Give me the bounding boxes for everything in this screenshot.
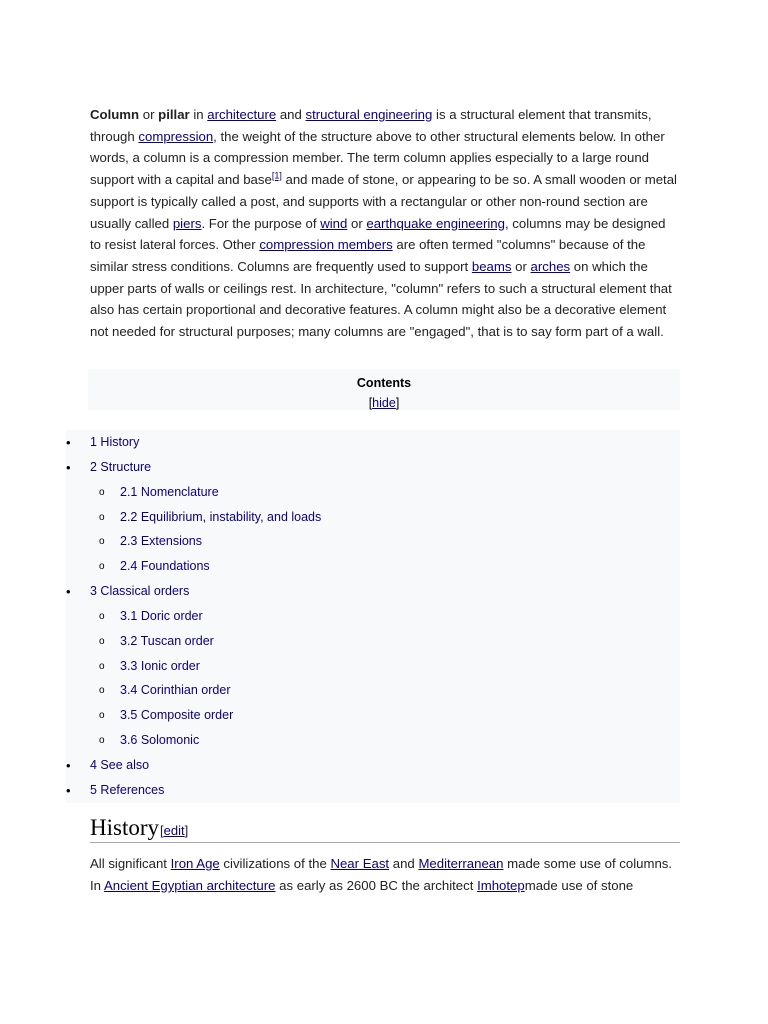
toc-toggle <box>88 396 680 410</box>
term-column: Column <box>90 107 140 122</box>
bracket: ] <box>395 396 400 410</box>
history-text: All significant <box>90 856 171 871</box>
toc-link[interactable]: 3.6 Solomonic <box>120 733 200 748</box>
link-arches[interactable]: arches <box>530 258 571 274</box>
term-pillar: pillar <box>158 107 190 122</box>
intro-text: or <box>139 107 159 122</box>
bullet-icon: • <box>66 435 71 450</box>
link-compression[interactable]: compression <box>138 128 214 144</box>
circle-bullet-icon: o <box>99 710 105 722</box>
toc-hide-link[interactable]: hide <box>372 396 396 410</box>
intro-text: are often termed "columns" because of the similar stress conditions. Columns are frequently used to support <box>90 237 646 274</box>
toc-item-history <box>66 430 680 455</box>
circle-bullet-icon: o <box>99 536 105 548</box>
link-compression-members[interactable]: compression members <box>259 237 393 253</box>
link-structural-engineering[interactable]: structural engineering <box>305 107 433 122</box>
toc-link[interactable]: 3.2 Tuscan order <box>120 633 214 648</box>
toc-item-tuscan <box>66 629 680 654</box>
intro-text: in <box>189 107 208 122</box>
bracket: [ <box>160 823 164 838</box>
edit-link[interactable]: edit <box>163 823 185 838</box>
toc-item-ionic <box>66 654 680 679</box>
toc-item-extensions <box>66 529 680 554</box>
intro-text: and <box>276 107 306 122</box>
intro-text: , columns may be designed to resist lateral forces. Other <box>90 215 666 253</box>
toc-link[interactable]: 2.2 Equilibrium, instability, and loads <box>120 509 322 524</box>
circle-bullet-icon: o <box>99 735 105 747</box>
toc-link[interactable]: 3.3 Ionic order <box>120 658 200 673</box>
circle-bullet-icon: o <box>99 685 105 697</box>
intro-text: or <box>347 215 367 231</box>
link-near-east[interactable]: Near East <box>330 856 390 871</box>
bullet-icon: • <box>66 782 71 798</box>
bullet-icon: • <box>66 459 71 475</box>
history-paragraph <box>90 853 680 897</box>
toc-item-nomenclature <box>66 480 680 505</box>
edit-section <box>160 823 188 838</box>
history-heading <box>90 813 680 843</box>
link-piers[interactable]: piers <box>172 215 202 231</box>
toc-title: Contents <box>356 376 412 390</box>
intro-text: or <box>511 258 531 274</box>
toc-item-references <box>66 778 680 803</box>
section-title: History <box>90 815 159 840</box>
toc-link[interactable]: 1 History <box>90 435 140 449</box>
toc-item-doric <box>66 604 680 629</box>
toc-item-corinthian <box>66 678 680 703</box>
toc-link[interactable]: 2.1 Nomenclature <box>120 484 219 499</box>
link-beams[interactable]: beams <box>471 258 512 274</box>
history-text: as early as 2600 BC the architect <box>275 878 478 893</box>
intro-text: . For the purpose of <box>201 215 321 231</box>
toc-link[interactable]: 2.4 Foundations <box>120 559 210 574</box>
toc-item-composite <box>66 703 680 728</box>
history-text: made some use of columns. In <box>90 856 673 893</box>
circle-bullet-icon: o <box>99 486 105 498</box>
intro-text: is a structural element that transmits, through <box>90 107 652 144</box>
link-earthquake-engineering[interactable]: earthquake engineering <box>366 215 505 231</box>
bracket: [ <box>368 396 373 410</box>
link-architecture[interactable]: architecture <box>207 107 277 122</box>
toc-link[interactable]: 4 See also <box>90 757 150 772</box>
intro-text: , the weight of the structure above to other structural elements below. In other words, a column is a compression member. The term column applies especially to a large round support with a capital and base <box>90 128 665 188</box>
history-text: civilizations of the <box>219 856 331 871</box>
toc-item-equilibrium <box>66 505 680 530</box>
circle-bullet-icon: o <box>99 610 105 622</box>
toc-link[interactable]: 2 Structure <box>90 459 152 474</box>
intro-text: on which the upper parts of walls or ceilings rest. In architecture, "column" refers to such a structural element that also has certain proportional and decorative features. A column might also be a decorative element not needed for structural purposes; many columns are "engaged", that is to say form part of a wall. <box>90 258 672 340</box>
link-mediterranean[interactable]: Mediterranean <box>418 856 504 871</box>
toc-item-foundations <box>66 554 680 579</box>
toc-item-structure <box>66 455 680 480</box>
toc-list <box>66 430 680 803</box>
toc-item-solomonic <box>66 728 680 753</box>
history-text: and <box>389 856 419 871</box>
toc-link[interactable]: 3.4 Corinthian order <box>120 683 231 698</box>
bullet-icon: • <box>66 584 71 600</box>
link-wind[interactable]: wind <box>320 215 348 231</box>
toc-link[interactable]: 3 Classical orders <box>90 584 190 599</box>
bullet-icon: • <box>66 757 71 773</box>
link-iron-age[interactable]: Iron Age <box>170 856 220 871</box>
toc-item-classical-orders <box>66 579 680 604</box>
reference-link-1[interactable]: [1] <box>271 170 282 181</box>
history-text: made use of stone <box>524 878 634 893</box>
circle-bullet-icon: o <box>99 561 105 573</box>
intro-text: and made of stone, or appearing to be so. A small wooden or metal support is typically called a post, and supports with a rectangular or other non-round section are usually called <box>90 172 677 231</box>
toc-item-see-also <box>66 753 680 778</box>
toc-link[interactable]: 3.1 Doric order <box>120 608 203 623</box>
circle-bullet-icon: o <box>99 511 105 523</box>
link-imhotep[interactable]: Imhotep <box>477 878 525 893</box>
circle-bullet-icon: o <box>99 660 105 672</box>
toc-link[interactable]: 5 References <box>90 782 165 797</box>
circle-bullet-icon: o <box>99 635 105 647</box>
toc-header <box>88 369 680 410</box>
link-ancient-egyptian-architecture[interactable]: Ancient Egyptian architecture <box>103 878 276 893</box>
bracket: ] <box>184 823 189 838</box>
toc-link[interactable]: 3.5 Composite order <box>120 708 234 723</box>
intro-paragraph <box>90 104 680 343</box>
toc-link[interactable]: 2.3 Extensions <box>120 534 202 549</box>
